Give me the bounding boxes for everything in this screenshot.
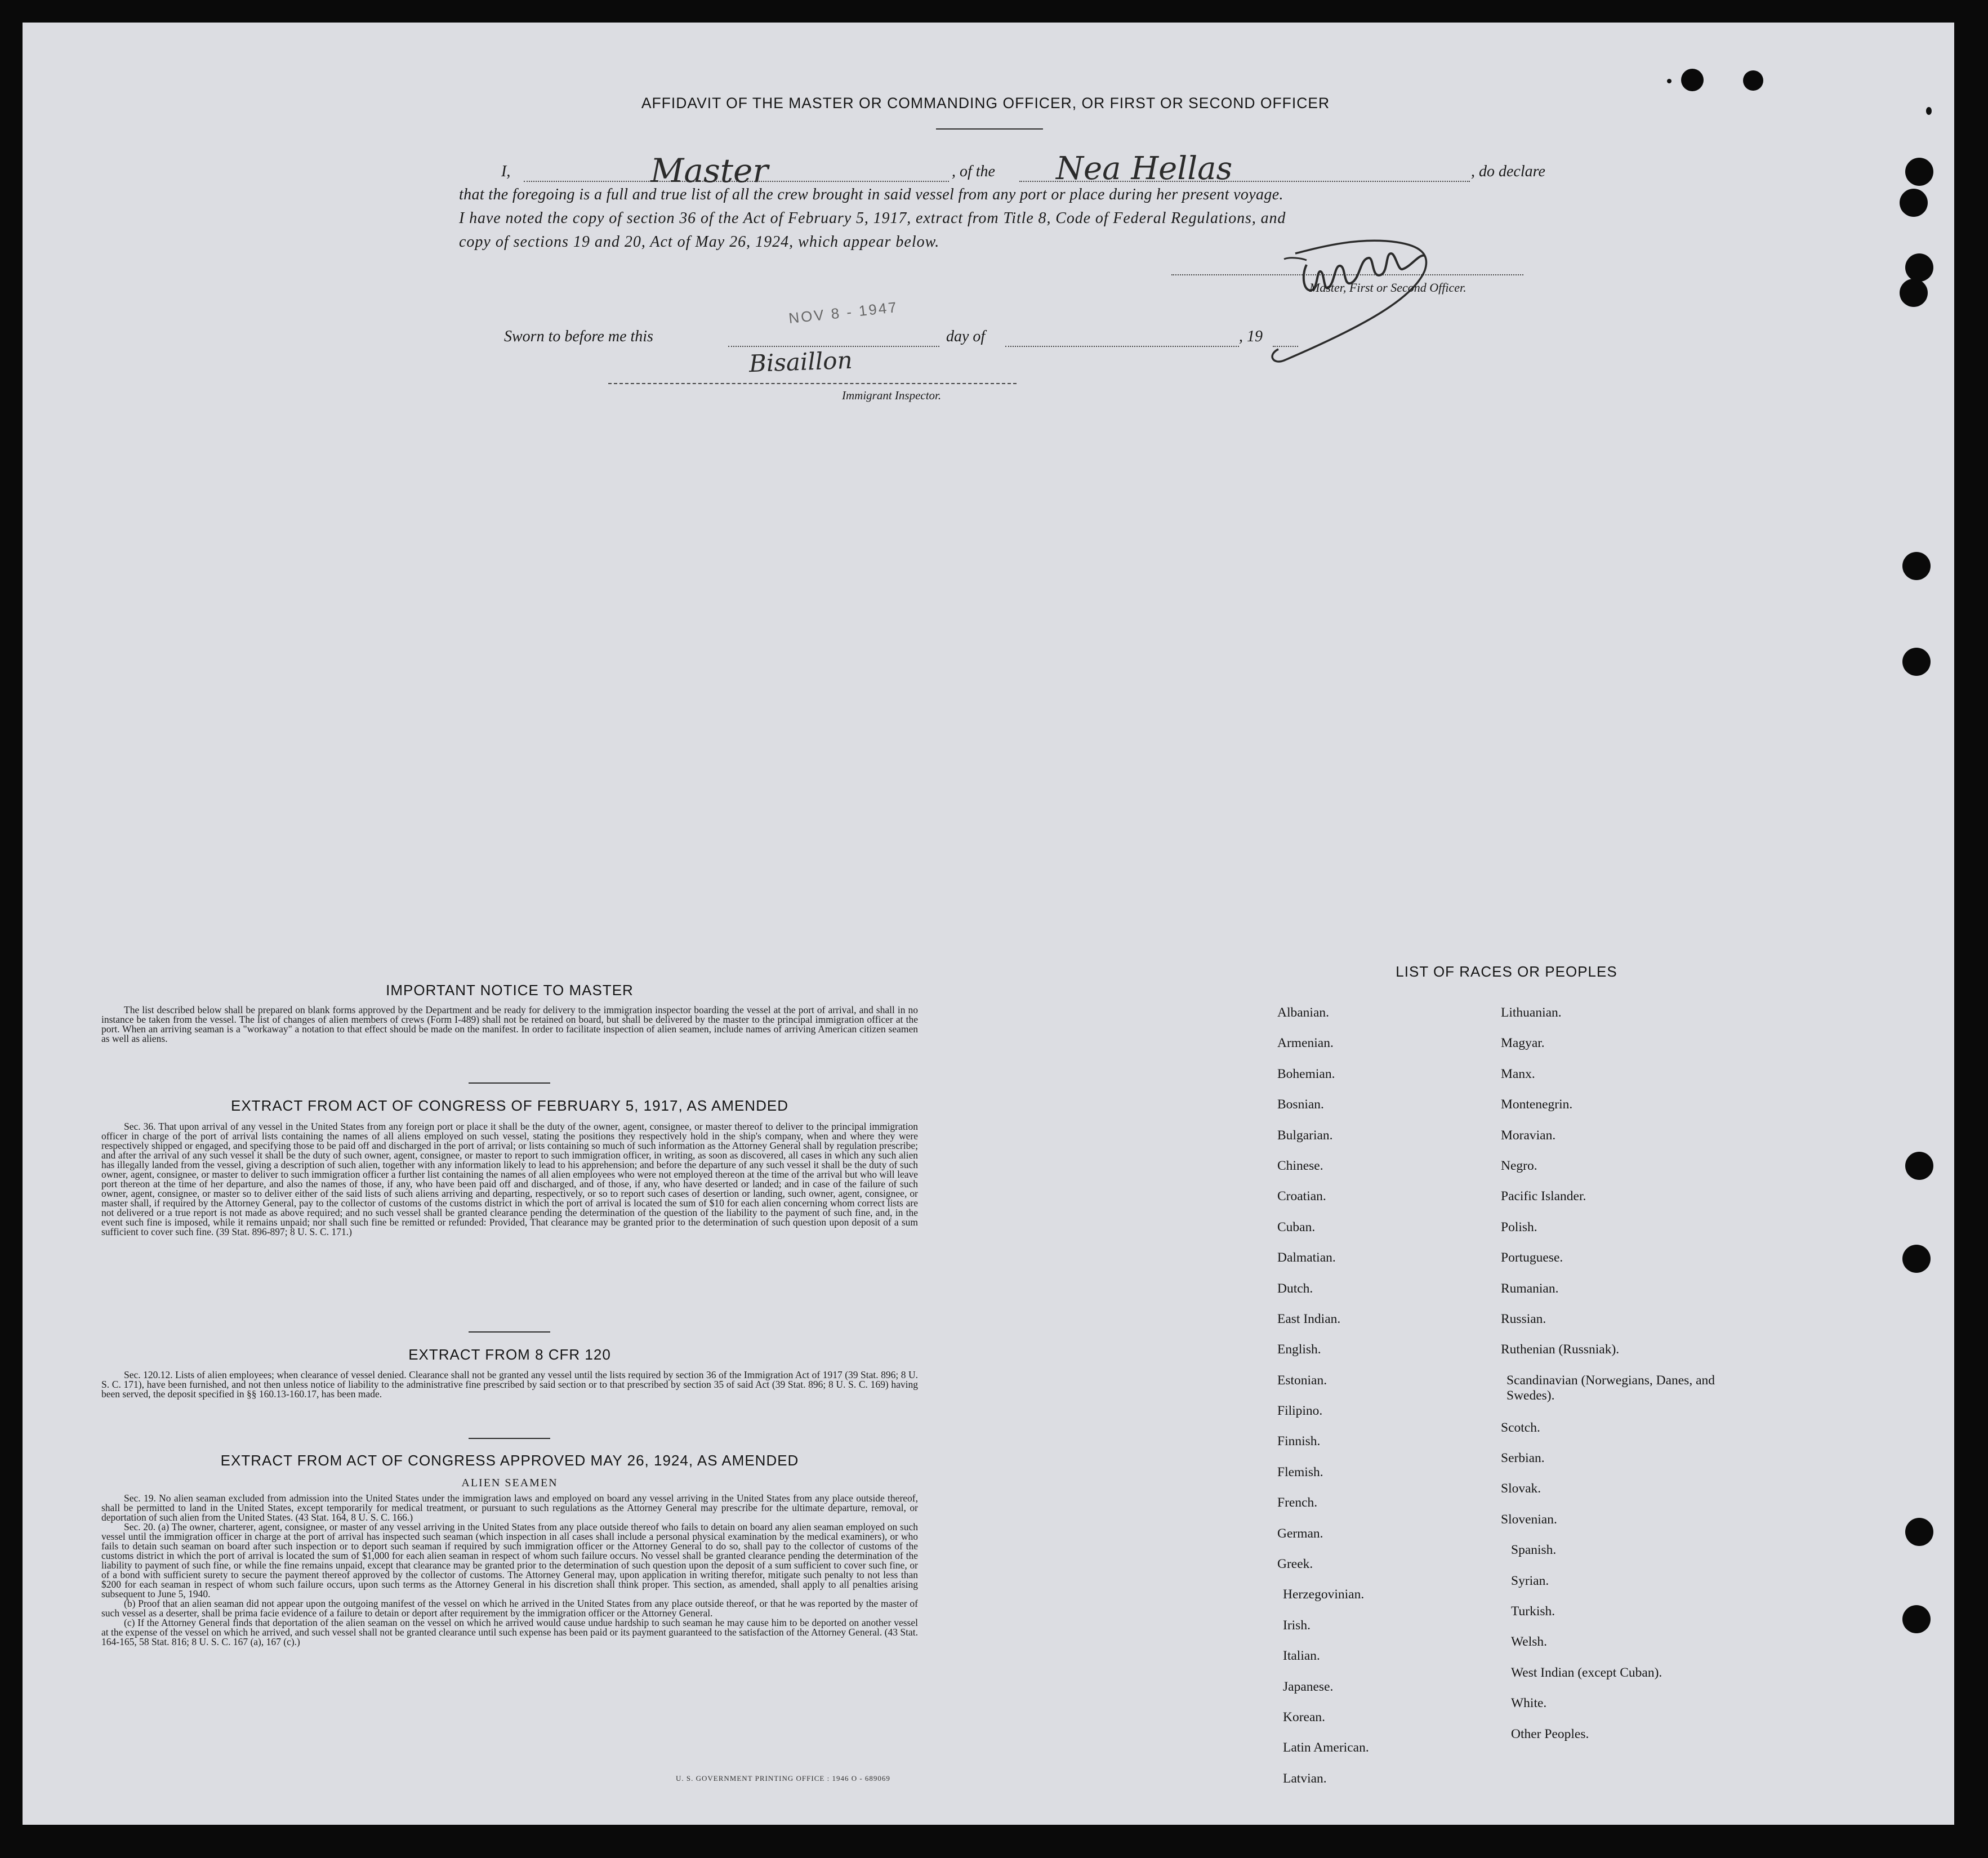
race-item <box>1501 1373 1732 1420</box>
race-item: Serbian. <box>1501 1451 1545 1466</box>
declaration-line-1 <box>501 150 1554 190</box>
race-item: German. <box>1277 1526 1323 1541</box>
punch-hole <box>1900 279 1928 307</box>
race-item: Finnish. <box>1277 1434 1321 1449</box>
race-item: Japanese. <box>1283 1679 1334 1694</box>
race-item: Negro. <box>1501 1158 1537 1173</box>
race-item: Welsh. <box>1511 1634 1548 1650</box>
race-item: Herzegovinian. <box>1283 1587 1365 1602</box>
handwritten-rank: Master <box>650 152 769 190</box>
race-item-text: Scandinavian (Norwegians, Danes, and Swedes). <box>1506 1373 1715 1403</box>
race-item: Bulgarian. <box>1277 1128 1333 1143</box>
declaration-line-2: that the foregoing is a full and true list of all the crew brought in said vessel from any port or place during her present voyage. <box>459 186 1283 203</box>
extract-1924-title: EXTRACT FROM ACT OF CONGRESS APPROVED MAY 26, 1924, AS AMENDED <box>220 1452 799 1469</box>
ink-fleck <box>1667 79 1671 83</box>
punch-hole <box>1900 189 1928 217</box>
race-item: Korean. <box>1283 1709 1326 1725</box>
race-item: White. <box>1511 1696 1547 1711</box>
race-item: Slovenian. <box>1501 1512 1557 1527</box>
sworn-text: Sworn to before me this <box>504 328 653 345</box>
race-item: Latin American. <box>1283 1740 1369 1755</box>
race-item: Slovak. <box>1501 1481 1541 1496</box>
extract-1917-body <box>101 1122 918 1237</box>
punch-hole <box>1743 70 1763 91</box>
race-item: Syrian. <box>1511 1573 1549 1588</box>
pronoun-i: I, <box>501 163 511 180</box>
race-item: Polish. <box>1501 1219 1537 1235</box>
sworn-line <box>501 298 1290 349</box>
document-page <box>23 23 1954 1825</box>
race-item: Scotch. <box>1501 1420 1540 1435</box>
declaration-line-4: copy of sections 19 and 20, Act of May 26, 1924, which appear below. <box>459 233 940 251</box>
race-item: Italian. <box>1283 1648 1320 1664</box>
race-item: Cuban. <box>1277 1219 1316 1235</box>
notice-paragraph: The list described below shall be prepared on blank forms approved by the Department and be ready for delivery to the immigration inspector boarding the vessel at the port of arrival, and shall in no instance be taken from the vessel. The list of changes of alien members of crews (Form I-489) shall not be retained on board, but shall be delivered by the master to the principal immigration officer at the port. When an arriving seaman is a "workaway" a notation to that effect should be made on the manifest. In order to facilitate inspection of alien seamen, include names of arriving American citizen seamen as well as aliens. <box>101 1004 918 1044</box>
race-item: Pacific Islander. <box>1501 1189 1586 1204</box>
alien-seamen-subtitle: ALIEN SEAMEN <box>461 1477 558 1489</box>
race-item: Bosnian. <box>1277 1097 1324 1112</box>
inspector-signature-line <box>608 383 1017 384</box>
extract-1924-body <box>101 1494 918 1647</box>
officer-label: Master, First or Second Officer. <box>1309 280 1467 295</box>
section-20a-paragraph: Sec. 20. (a) The owner, charterer, agent, consignee, or master of any vessel arriving in the United States from any place outside thereof who fails to detain on board any alien seaman employed on such vessel until the immigration officer in charge at the port of arrival has inspected such seaman (which inspection in all cases shall include a personal physical examination by the medical examiners), or who fails to detain such seaman on board after such inspection or to deport such seaman if required by such immigration officer or the Attorney General to do so, shall pay to the collector of customs of the customs district in which the port of arrival is located the sum of $1,000 for each alien seaman in respect of whom such failure occurs. No vessel shall be granted clearance pending the determination of the liability to payment of such fine, or while the fine remains unpaid, except that clearance may be granted prior to the determination of such question upon the deposit of a sum sufficient to cover such fine, or of a bond with sufficient surety to secure the payment thereof approved by the collector of customs. The Attorney General may, upon application in writing therefor, mitigate such penalty to not less than $200 for each seaman in respect of whom such failure occurs, upon such terms as the Attorney General in his discretion shall think proper. This section, as amended, shall apply to all penalties arising subsequent to June 5, 1940. <box>101 1521 918 1599</box>
race-item: Armenian. <box>1277 1036 1334 1051</box>
notice-title: IMPORTANT NOTICE TO MASTER <box>386 982 634 999</box>
punch-hole <box>1902 648 1931 676</box>
notice-body <box>101 1005 918 1044</box>
race-item: Other Peoples. <box>1511 1726 1589 1741</box>
extract-cfr-title: EXTRACT FROM 8 CFR 120 <box>408 1346 611 1363</box>
year-prefix: , 19 <box>1239 328 1263 345</box>
race-item: Moravian. <box>1501 1128 1556 1143</box>
printer-imprint: U. S. GOVERNMENT PRINTING OFFICE : 1946 O - 689069 <box>676 1774 890 1783</box>
section-36-paragraph: Sec. 36. That upon arrival of any vessel in the United States from any foreign port or place it shall be the duty of the owner, agent, consignee, or master thereof to deliver to the principal immigration officer in charge of the port of arrival lists containing the names of all aliens employed on such vessel, stating the positions they respectively hold in the ship's company, when and where they were respectively shipped or engaged, and specifying those to be paid off and discharged in the port of arrival; or lists containing so much of such information as the Attorney General shall by regulation prescribe; and after the arrival of any such vessel it shall be the duty of such owner, agent, consignee, or master to report to such immigration officer, in writing, as soon as discovered, all cases in which any such alien has illegally landed from the vessel, giving a description of such alien, together with any information likely to lead to his apprehension; and before the departure of any such vessel it shall be the duty of such owner, agent, consignee, or master to deliver to such immigration officer a further list containing the names of all alien employees who were not employed thereon at the time of the arrival but who will leave port thereon at the time of her departure, and also the names of those, if any, who have been paid off and discharged, and of those, if any, who have deserted or landed; and in case of the failure of such owner, agent, consignee, or master so to deliver either of the said lists of such aliens arriving and departing, respectively, or so to report such cases of desertion or landing, such owner, agent, consignee, or master shall, if required by the Attorney General, pay to the collector of customs of the customs district in which the port of arrival is located the sum of $10 for each alien concerning whom correct lists are not delivered or a true report is not made as above required; and no such vessel shall be granted clearance pending the determination of the question of the liability to the payment of such fine, and, in the event such fine is imposed, while it remains unpaid; nor shall such fine be remitted or refunded: Provided, That clearance may be granted prior to the determination of such question upon deposit of a sum sufficient to cover such fine. (39 Stat. 896-897; 8 U. S. C. 171.) <box>101 1121 918 1237</box>
punch-hole <box>1905 1518 1933 1546</box>
race-item: Bohemian. <box>1277 1066 1335 1081</box>
section-19-paragraph: Sec. 19. No alien seaman excluded from admission into the United States under the immigration laws and employed on board any vessel arriving in the United States from any place outside thereof, shall be permitted to land in the United States, except temporarily for medical treatment, or pursuant to such regulations as the Attorney General may prescribe for the ultimate departure, removal, or deportation of such alien from the United States. (43 Stat. 164, 8 U. S. C. 166.) <box>101 1492 918 1523</box>
race-item: Croatian. <box>1277 1189 1326 1204</box>
section-20c-paragraph: (c) If the Attorney General finds that deportation of the alien seaman on the vessel on which he arrived would cause undue hardship to such seaman he may cause him to be deported on another vessel at the expense of the vessel on which he arrived, and such vessel shall not be granted clearance until such expense has been paid or its payment guaranteed to the satisfaction of the Attorney General. (43 Stat. 164-165, 58 Stat. 816; 8 U. S. C. 167 (a), 167 (c).) <box>101 1617 918 1647</box>
race-item: Ruthenian (Russniak). <box>1501 1342 1620 1357</box>
race-item: English. <box>1277 1342 1321 1357</box>
inspector-signature: Bisaillon <box>748 346 853 378</box>
declaration-line-3: I have noted the copy of section 36 of the Act of February 5, 1917, extract from Title 8, Code of Federal Regulations, and <box>459 210 1286 227</box>
section-rule <box>469 1082 550 1084</box>
year-line <box>1273 346 1298 347</box>
races-column-2 <box>1501 1005 1732 1757</box>
ink-fleck <box>1926 107 1932 115</box>
race-item: Latvian. <box>1283 1771 1327 1786</box>
handwritten-vessel-name: Nea Hellas <box>1056 150 1233 187</box>
punch-hole <box>1681 69 1704 91</box>
title-rule <box>936 128 1043 130</box>
race-item: French. <box>1277 1495 1318 1511</box>
punch-hole <box>1902 1245 1931 1273</box>
do-declare-text: , do declare <box>1471 163 1545 180</box>
punch-hole <box>1905 253 1933 282</box>
race-item: Greek. <box>1277 1557 1313 1572</box>
race-item: Russian. <box>1501 1311 1546 1326</box>
race-item: Chinese. <box>1277 1158 1323 1173</box>
race-item: Dalmatian. <box>1277 1250 1336 1266</box>
date-stamp: NOV 8 - 1947 <box>787 298 899 327</box>
of-the-text: , of the <box>952 163 995 180</box>
race-item: Albanian. <box>1277 1005 1330 1020</box>
race-item: West Indian (except Cuban). <box>1511 1665 1662 1680</box>
race-item: Irish. <box>1283 1618 1311 1633</box>
extract-cfr-body <box>101 1370 918 1399</box>
race-item: Lithuanian. <box>1501 1005 1562 1020</box>
race-item: Flemish. <box>1277 1464 1323 1480</box>
section-rule <box>469 1331 550 1333</box>
race-item: Dutch. <box>1277 1281 1313 1296</box>
affidavit-title: AFFIDAVIT OF THE MASTER OR COMMANDING OFFICER, OR FIRST OR SECOND OFFICER <box>641 95 1330 112</box>
race-item: Rumanian. <box>1501 1281 1559 1296</box>
day-of-text: day of <box>946 328 986 345</box>
race-item: Magyar. <box>1501 1036 1545 1051</box>
extract-1917-title: EXTRACT FROM ACT OF CONGRESS OF FEBRUARY 5, 1917, AS AMENDED <box>231 1097 788 1114</box>
race-item: East Indian. <box>1277 1311 1341 1326</box>
section-120-12-paragraph: Sec. 120.12. Lists of alien employees; when clearance of vessel denied. Clearance shall not be granted any vessel until the lists required by section 36 of the Immigration Act of 1917 (39 Stat. 896; 8 U. S. C. 171), have been furnished, and not then unless notice of liability to the administrative fine prescribed by said section or to that prescribed by section 35 of said Act (39 Stat. 896; 8 U. S. C. 169) having been served, the deposit specified in §§ 160.13-160.17, has been made. <box>101 1369 918 1400</box>
race-item: Spanish. <box>1511 1543 1557 1558</box>
punch-hole <box>1902 1605 1931 1633</box>
punch-hole <box>1905 1152 1933 1180</box>
race-item: Portuguese. <box>1501 1250 1563 1266</box>
punch-hole <box>1905 158 1933 186</box>
races-title: LIST OF RACES OR PEOPLES <box>1396 963 1617 980</box>
inspector-label: Immigrant Inspector. <box>842 389 942 402</box>
month-line <box>1005 346 1239 347</box>
section-rule <box>469 1438 550 1439</box>
section-20b-paragraph: (b) Proof that an alien seaman did not appear upon the outgoing manifest of the vessel on which he arrived in the United States from any place outside thereof, or that he was reported by the master of such vessel as a deserter, shall be prima facie evidence of a failure to detain or deport after requirement by the immigration officer or the Attorney General. <box>101 1598 918 1619</box>
race-item: Filipino. <box>1277 1403 1323 1419</box>
race-item: Estonian. <box>1277 1373 1327 1388</box>
race-item: Turkish. <box>1511 1604 1555 1619</box>
races-column-1 <box>1277 1005 1369 1802</box>
punch-hole <box>1902 552 1931 580</box>
race-item: Montenegrin. <box>1501 1097 1573 1112</box>
race-item: Manx. <box>1501 1066 1535 1081</box>
